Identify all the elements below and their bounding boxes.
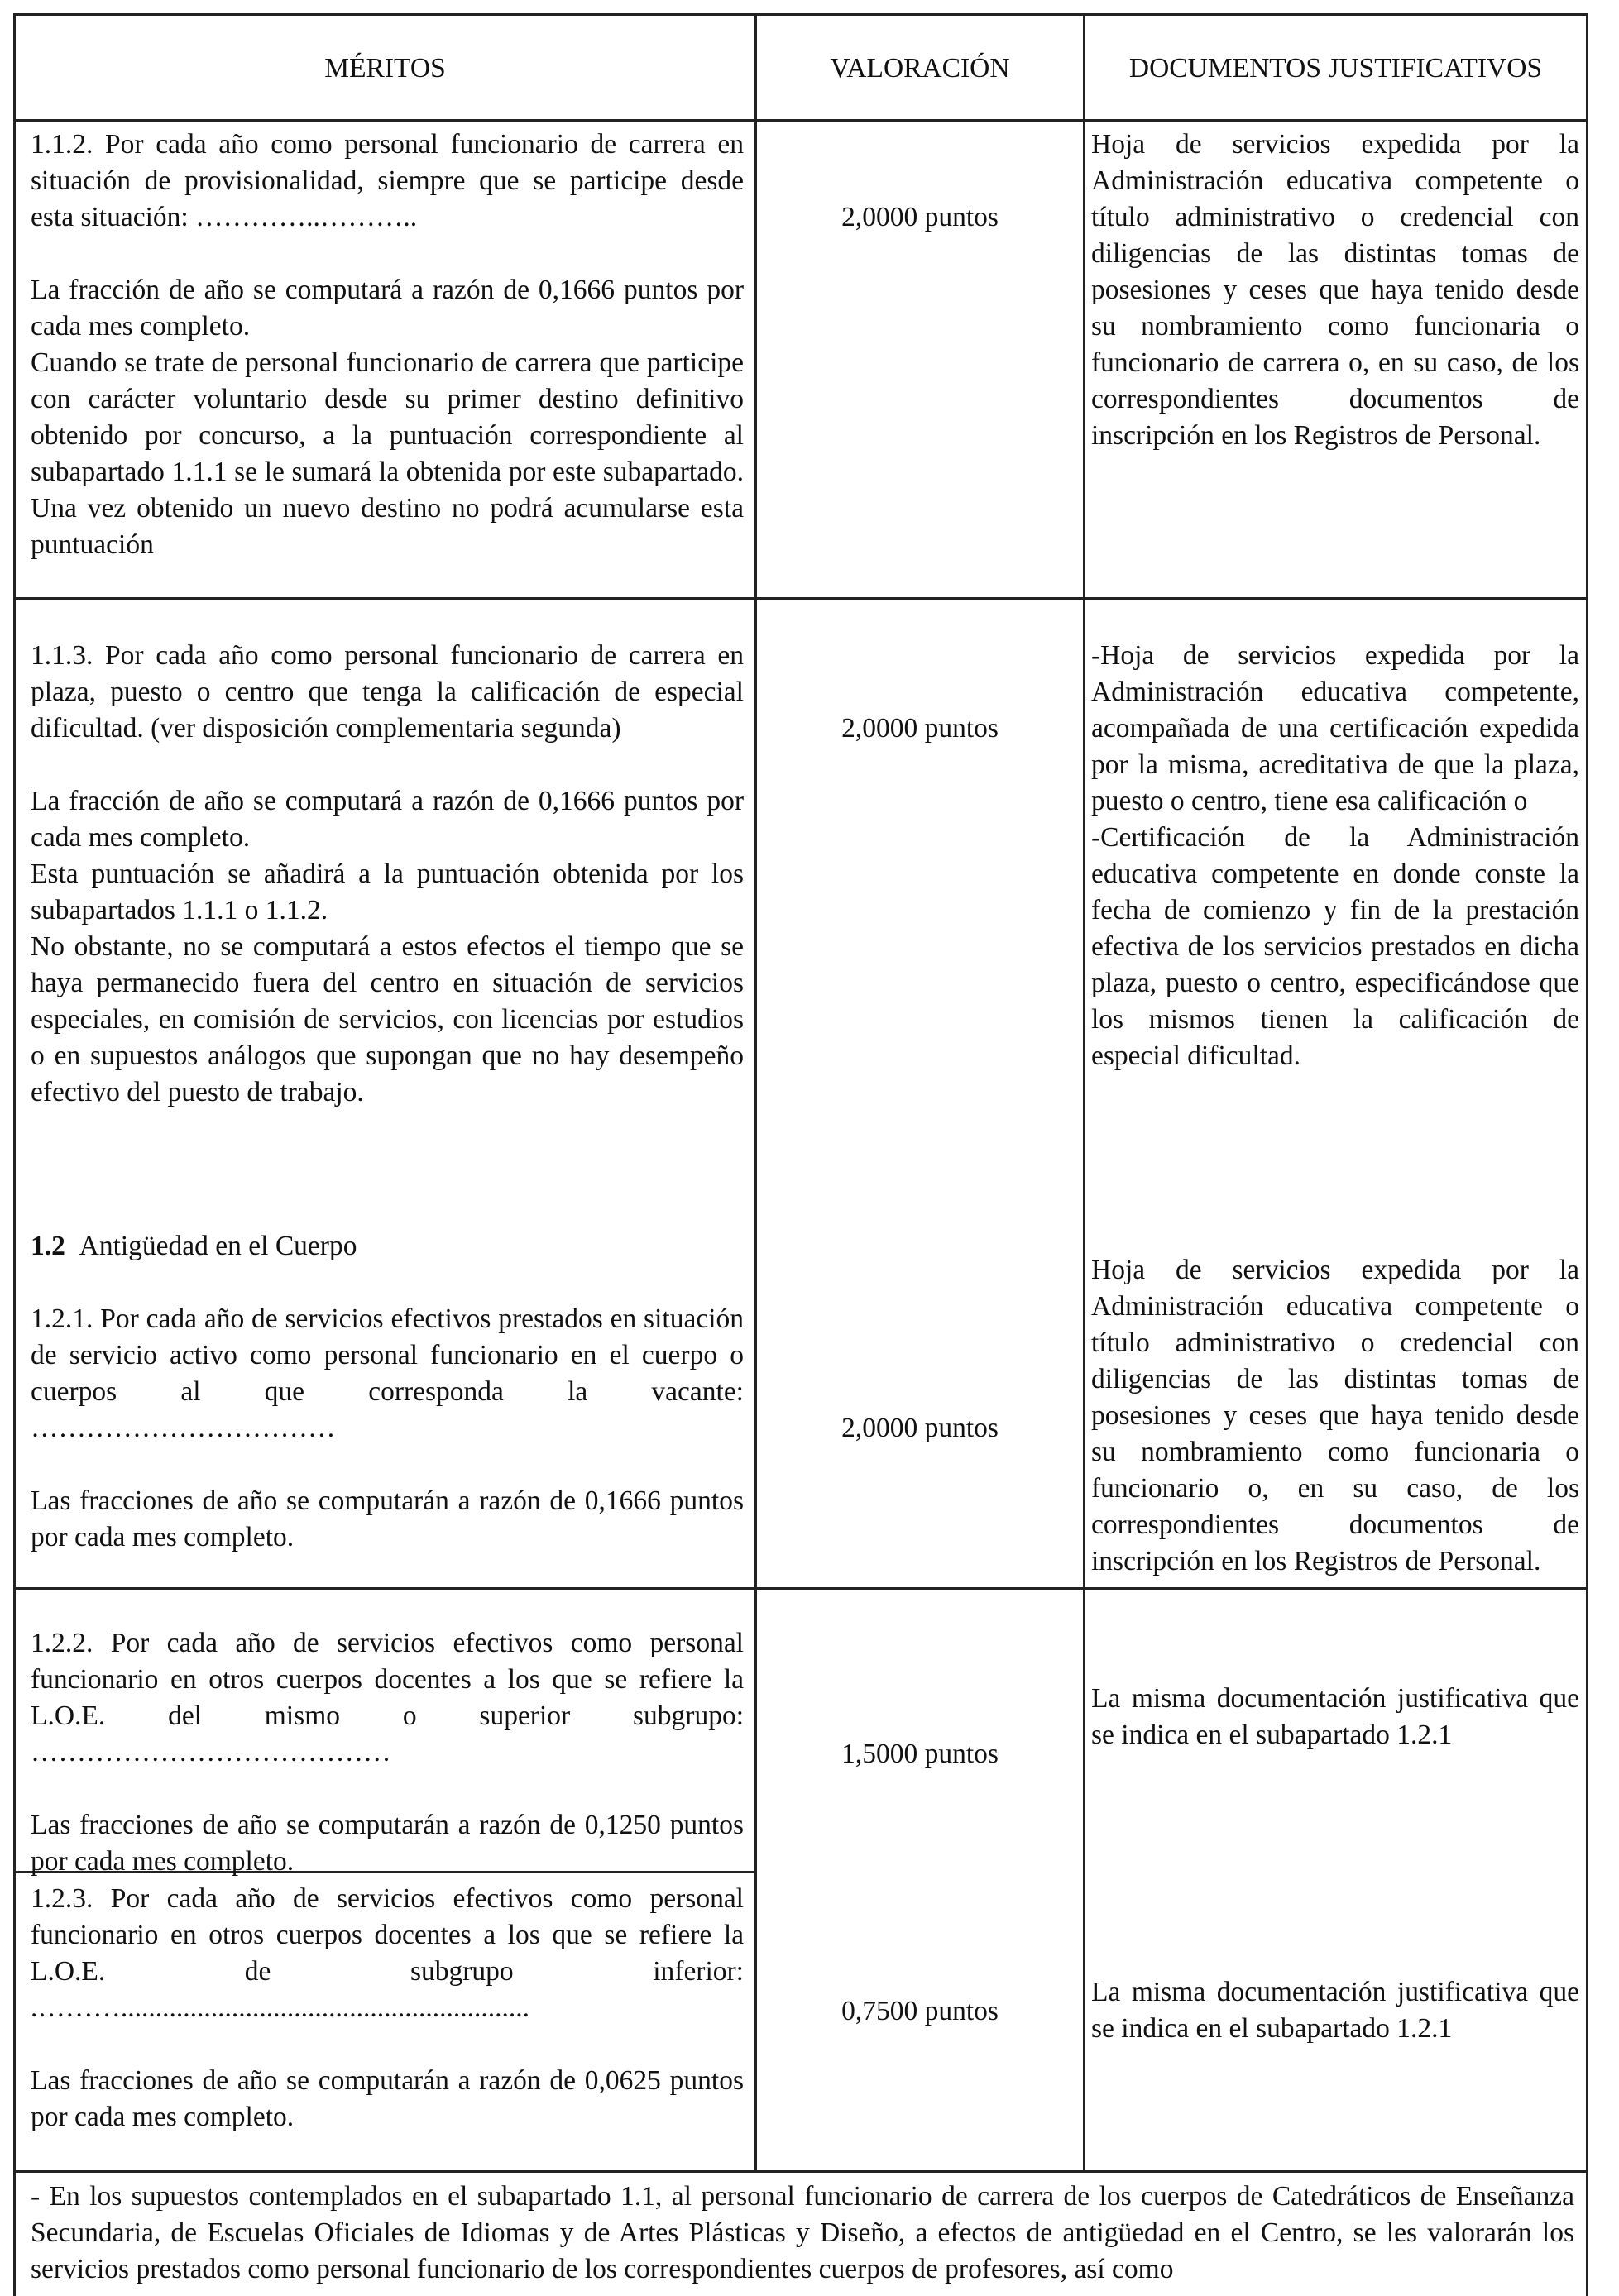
row-5-merit-para-3: Las fracciones de año se computarán a razón de 0,0625 puntos por cada mes completo. bbox=[31, 2065, 744, 2132]
row-3-merit-para-1: 1.2.1. Por cada año de servicios efectivos prestados en situación de servicio activo como personal funcionario en el cuerpo o cuerpos al que corresponda la vacante: …………………………… bbox=[31, 1303, 744, 1443]
footer-note: - En los supuestos contemplados en el subapartado 1.1, al personal funcionario de carrera de los cuerpos de Catedráticos de Enseñanza Secundaria, de Escuelas Oficiales de Idiomas y de Artes Plásticas y Diseño, a efectos de antigüedad en el Centro, se les valorarán los servicios prestados como personal funcionario de los correspondientes cuerpos de profesores, así como bbox=[31, 2181, 1574, 2284]
row-3-bottom-rule bbox=[16, 1587, 1586, 1590]
header-valoracion: VALORACIÓN bbox=[830, 53, 1010, 84]
row-1-bottom-rule bbox=[16, 597, 1586, 600]
rows-bottom-rule bbox=[16, 2170, 1586, 2173]
row-5-valoracion: 0,7500 puntos bbox=[841, 1996, 999, 2026]
row-2-documentos bbox=[1091, 638, 1579, 1074]
merits-table bbox=[13, 13, 1588, 2296]
row-2-merit-para-1: 1.1.3. Por cada año como personal funcionario de carrera en plaza, puesto o centro que tenga la calificación de especial dificultad. (ver disposición complementaria segunda) bbox=[31, 640, 744, 744]
row-4-merit bbox=[31, 1625, 744, 1880]
header-meritos: MÉRITOS bbox=[324, 53, 446, 84]
row-1-merit-para-1: 1.1.2. Por cada año como personal funcionario de carrera en situación de provisionalidad, siempre que se participe desde esta situación: …………..……….. bbox=[31, 129, 744, 232]
row-3-merit-para-3: Las fracciones de año se computarán a razón de 0,1666 puntos por cada mes completo. bbox=[31, 1485, 744, 1552]
row-4-valoracion: 1,5000 puntos bbox=[841, 1739, 999, 1769]
section-heading bbox=[31, 1228, 744, 1265]
row-3-valoracion: 2,0000 puntos bbox=[841, 1413, 999, 1443]
row-4-documentos: La misma documentación justificativa que se indica en el subapartado 1.2.1 bbox=[1091, 1683, 1579, 1750]
row-1-merit bbox=[31, 127, 744, 563]
header-documentos: DOCUMENTOS JUSTIFICATIVOS bbox=[1128, 53, 1543, 84]
row-1-valoracion: 2,0000 puntos bbox=[841, 202, 999, 232]
row-4-merit-para-1: 1.2.2. Por cada año de servicios efectivos como personal funcionario en otros cuerpos docentes a los que se refiere la L.O.E. del mismo o superior subgrupo: ………………………………… bbox=[31, 1628, 744, 1767]
row-2-documentos-para-2: -Certificación de la Administración educativa competente en donde conste la fecha de comienzo y fin de la prestación efectiva de los servicios prestados en dicha plaza, puesto o centro, especificándose que los mismos tienen la calificación de especial dificultad. bbox=[1091, 822, 1579, 1071]
row-2-merit-para-5: No obstante, no se computará a estos efectos el tiempo que se haya permanecido fuera del centro en situación de servicios especiales, en comisión de servicios, con licencias por estudios o en supuestos análogos que supongan que no hay desempeño efectivo del puesto de trabajo. bbox=[31, 931, 744, 1107]
row-2-documentos-para-1: -Hoja de servicios expedida por la Administración educativa competente, acompañada de una certificación expedida por la misma, acreditativa de que la plaza, puesto o centro, tiene esa calificación o bbox=[1091, 640, 1579, 816]
column-divider-2 bbox=[1083, 16, 1085, 2173]
row-1-documentos: Hoja de servicios expedida por la Administración educativa competente o título administrativo o credencial con diligencias de las distintas tomas de posesiones y ceses que haya tenido desde su nombramiento como funcionaria o funcionario de carrera o, en su caso, de los correspondientes documentos de inscripción en los Registros de Personal. bbox=[1091, 129, 1579, 451]
section-number: 1.2 bbox=[31, 1231, 65, 1261]
row-2-merit bbox=[31, 638, 744, 1111]
row-2-merit-para-3: La fracción de año se computará a razón de 0,1666 puntos por cada mes completo. bbox=[31, 786, 744, 853]
row-3-documentos: Hoja de servicios expedida por la Administración educativa competente o título administrativo o credencial con diligencias de las distintas tomas de posesiones y ceses que haya tenido desde su nombramiento como funcionaria o funcionario o, en su caso, de los correspondientes documentos de inscripción en los Registros de Personal. bbox=[1091, 1255, 1579, 1576]
row-5-documentos: La misma documentación justificativa que se indica en el subapartado 1.2.1 bbox=[1091, 1977, 1579, 2044]
row-2-merit-para-4: Esta puntuación se añadirá a la puntuación obtenida por los subapartados 1.1.1 o 1.1.2. bbox=[31, 859, 744, 926]
row-5-merit bbox=[31, 1881, 744, 2136]
section-title: Antigüedad en el Cuerpo bbox=[79, 1231, 357, 1261]
row-1-merit-para-3: La fracción de año se computará a razón de 0,1666 puntos por cada mes completo. bbox=[31, 275, 744, 342]
row-1-merit-para-4: Cuando se trate de personal funcionario de carrera que participe con carácter voluntario desde su primer destino definitivo obtenido por concurso, a la puntuación correspondiente al subapartado 1.1.1 se le sumará la obtenida por este subapartado. Una vez obtenido un nuevo destino no podrá acumularse esta puntuación bbox=[31, 347, 744, 560]
row-2-valoracion: 2,0000 puntos bbox=[841, 713, 999, 744]
row-4-merit-para-3: Las fracciones de año se computarán a razón de 0,1250 puntos por cada mes completo. bbox=[31, 1810, 744, 1877]
row-3-merit bbox=[31, 1228, 744, 1556]
row-5-merit-para-1: 1.2.3. Por cada año de servicios efectivos como personal funcionario en otros cuerpos docentes a los que se refiere la L.O.E. de subgrupo inferior: .………........................................................... bbox=[31, 1883, 744, 2023]
header-bottom-rule bbox=[16, 119, 1586, 122]
column-divider-1 bbox=[754, 16, 757, 2173]
